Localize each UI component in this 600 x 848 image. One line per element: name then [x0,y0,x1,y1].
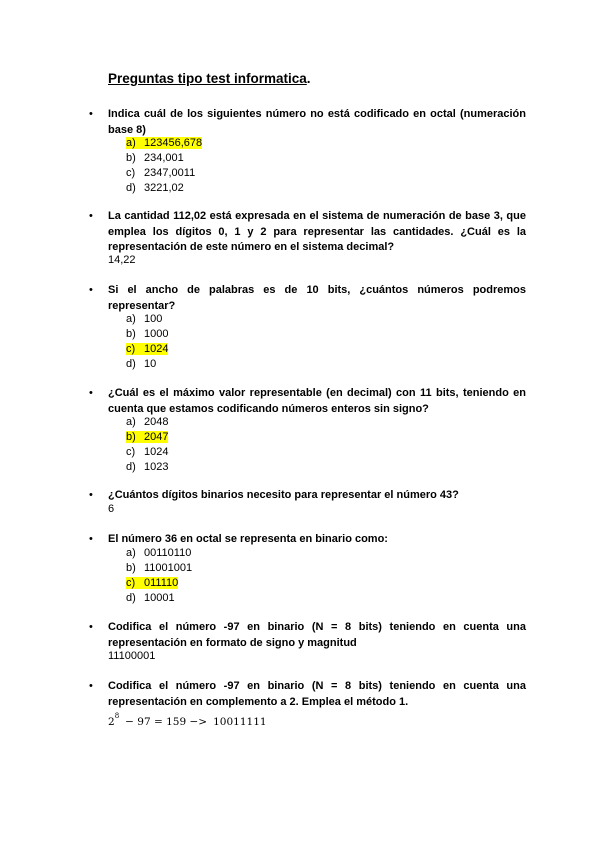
bullet-icon: • [89,533,93,545]
option-d: d) 10001 [126,592,175,604]
bullet-icon: • [89,621,93,633]
question-text: Codifica el número -97 en binario (N = 8 bits) teniendo en cuenta una representación en formato de signo y magnitud [108,621,526,649]
option-b: b) 234,001 [126,152,184,164]
page-title: Preguntas tipo test informatica. [108,71,311,86]
option-b: b) 11001001 [126,562,193,574]
question-text: La cantidad 112,02 está expresada en el sistema de numeración de base 3, que emplea los dígitos 0, 1 y 2 para representar las cantidades. ¿Cuál es la representación de este número en el sistema decimal? [108,210,526,253]
formula: $2^8 - 97 = 159 -> 10011111$ [108,712,267,728]
option-a: a) 2048 [126,416,169,428]
answer-text: 6 [108,503,115,515]
options-list [126,136,202,196]
option-d: d) 10 [126,358,157,370]
option-a: a) 100 [126,313,163,325]
option-a: a) 123456,678 [126,137,203,149]
question-text: ¿Cuántos dígitos binarios necesito para representar el número 43? [108,489,459,501]
options-list [126,312,168,372]
bullet-icon: • [89,489,93,501]
options-list [126,415,168,475]
answer-text: 14,22 [108,254,136,266]
question-text: Si el ancho de palabras es de 10 bits, ¿cuántos números podremos representar? [108,284,526,312]
option-b: b) 2047 [126,431,169,443]
question-text: El número 36 en octal se representa en binario como: [108,533,388,545]
bullet-icon: • [89,284,93,296]
option-d: d) 3221,02 [126,182,184,194]
bullet-icon: • [89,210,93,222]
bullet-icon: • [89,108,93,120]
bullet-icon: • [89,680,93,692]
option-c: c) 1024 [126,343,169,355]
question-text: ¿Cuál es el máximo valor representable (en decimal) con 11 bits, teniendo en cuenta que estamos codificando números enteros sin signo? [108,387,526,415]
option-c: c) 1024 [126,446,169,458]
bullet-icon: • [89,387,93,399]
question-text: Indica cuál de los siguientes número no está codificado en octal (numeración base 8) [108,108,526,136]
answer-text: 11100001 [108,650,156,662]
option-b: b) 1000 [126,328,169,340]
option-d: d) 1023 [126,461,169,473]
options-list [126,546,192,606]
option-c: c) 2347,0011 [126,167,196,179]
question-text: Codifica el número -97 en binario (N = 8 bits) teniendo en cuenta una representación en complemento a 2. Emplea el método 1. [108,680,526,708]
option-c: c) 011110 [126,577,179,589]
option-a: a) 00110110 [126,547,192,559]
